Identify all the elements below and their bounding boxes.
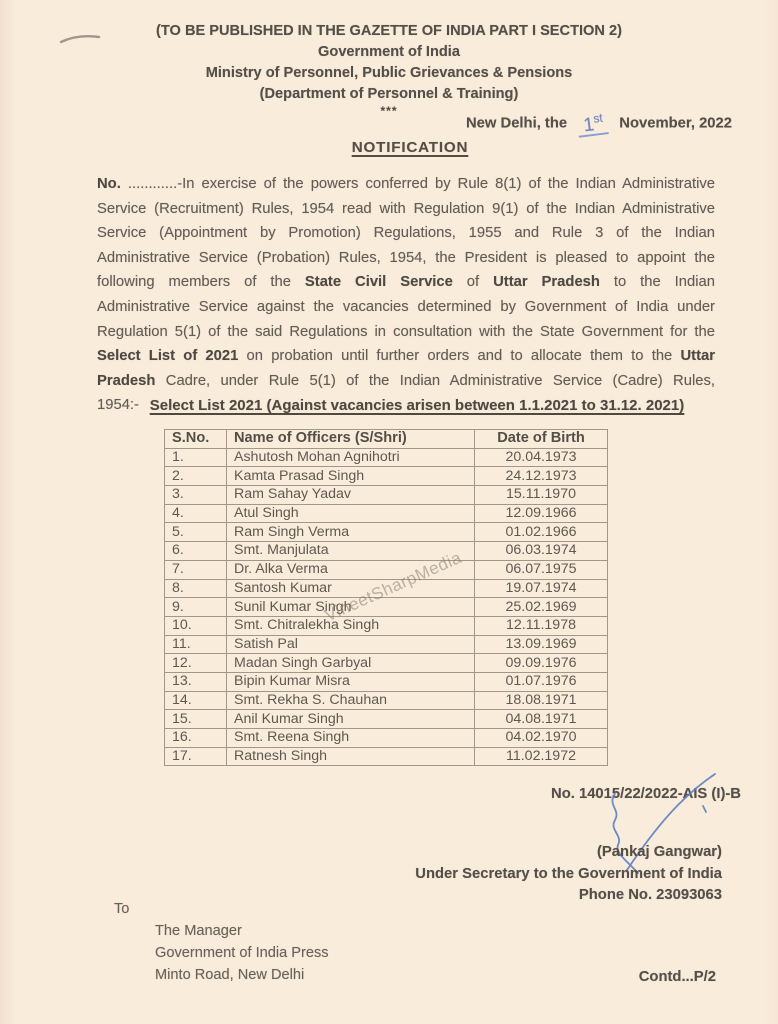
body-text-segment: No. xyxy=(97,176,121,192)
officer-cell: 13.09.1969 xyxy=(475,635,608,654)
date-prefix: New Delhi, the xyxy=(465,115,568,132)
officer-cell: Ram Sahay Yadav xyxy=(227,486,475,505)
officer-cell: 5. xyxy=(165,523,227,542)
officer-cell: 06.03.1974 xyxy=(475,542,608,561)
officer-cell: 18.08.1971 xyxy=(475,691,608,710)
officer-cell: 17. xyxy=(165,747,227,766)
col-header-name: Name of Officers (S/Shri) xyxy=(227,430,475,449)
officer-cell: 01.07.1976 xyxy=(475,672,608,691)
officer-cell: 6. xyxy=(165,542,227,561)
officer-cell: Smt. Manjulata xyxy=(227,542,475,561)
officer-row xyxy=(165,560,608,579)
officer-row xyxy=(165,504,608,523)
place-date-line xyxy=(465,108,732,137)
address-line: The Manager xyxy=(155,923,242,939)
body-text-segment: on probation until further orders and to allocate them to the xyxy=(238,348,681,365)
officer-row xyxy=(165,486,608,505)
officer-cell: 12.09.1966 xyxy=(475,504,608,523)
officer-cell: Madan Singh Garbyal xyxy=(227,654,475,673)
officer-row xyxy=(165,672,608,691)
officer-cell: 11. xyxy=(165,635,227,654)
to-label: To xyxy=(114,901,130,917)
signatory-phone: Phone No. 23093063 xyxy=(578,887,722,903)
body-text-segment: ............-In exercise of the powers conferred by Rule 8(1) of the Indian Administrative Service (Recruitment) Rules, 1954 read with Regulation 9(1) of the Indian Administrative Service (Appointment by Promotion) Regulations, 1955 and Rule 3 of the Indian Administrative Service (Probation) Rules, 1954, the President is pleased to appoint the following members of the xyxy=(97,176,715,291)
officers-table-body xyxy=(165,448,608,766)
officer-row xyxy=(165,710,608,729)
date-rest: November, 2022 xyxy=(619,115,732,132)
officer-cell: 4. xyxy=(165,504,227,523)
separator-stars: *** xyxy=(380,104,398,118)
officer-row xyxy=(165,747,608,766)
body-text-segment: to the Indian Administrative Service against the vacancies determined by Government of India under Regulation 5(1) of the said Regulations in consultation with the State Government for the xyxy=(97,274,715,340)
officer-cell: Santosh Kumar xyxy=(227,579,475,598)
col-header-sno: S.No. xyxy=(165,430,227,449)
officer-cell: Atul Singh xyxy=(227,504,475,523)
officer-cell: Smt. Rekha S. Chauhan xyxy=(227,691,475,710)
body-text-segment: Select List of 2021 xyxy=(97,348,239,365)
officer-cell: 25.02.1969 xyxy=(475,598,608,617)
officer-cell: 01.02.1966 xyxy=(475,523,608,542)
officer-cell: 15. xyxy=(165,710,227,729)
officer-row xyxy=(165,691,608,710)
ministry-line: Ministry of Personnel, Public Grievances & Pensions xyxy=(205,65,573,81)
officer-cell: 1. xyxy=(165,448,227,467)
officer-cell: 06.07.1975 xyxy=(475,560,608,579)
officer-cell: 16. xyxy=(165,729,227,748)
officer-cell: Kamta Prasad Singh xyxy=(227,467,475,486)
officer-row xyxy=(165,542,608,561)
file-reference-number: No. 14015/22/2022-AIS (I)-B xyxy=(551,786,741,802)
officer-cell: Dr. Alka Verma xyxy=(227,560,475,579)
department-line: (Department of Personnel & Training) xyxy=(259,86,519,102)
officer-cell: Sunil Kumar Singh xyxy=(227,598,475,617)
officer-cell: 12. xyxy=(165,654,227,673)
officer-cell: 20.04.1973 xyxy=(475,448,608,467)
officers-table-header xyxy=(165,430,608,449)
officer-cell: 10. xyxy=(165,616,227,635)
officer-cell: Ram Singh Verma xyxy=(227,523,475,542)
officer-cell: Anil Kumar Singh xyxy=(227,710,475,729)
officer-row xyxy=(165,523,608,542)
address-line: Government of India Press xyxy=(155,945,329,961)
document-title: NOTIFICATION xyxy=(351,139,469,156)
officer-cell: 15.11.1970 xyxy=(475,486,608,505)
officer-cell: 19.07.1974 xyxy=(475,579,608,598)
officer-cell: 2. xyxy=(165,467,227,486)
officer-cell: 12.11.1978 xyxy=(475,616,608,635)
body-text-segment: Uttar Pradesh xyxy=(493,274,600,291)
body-text-segment: Uttar Pradesh xyxy=(97,348,715,389)
officer-row xyxy=(165,635,608,654)
col-header-dob: Date of Birth xyxy=(475,430,608,449)
body-text-segment: of xyxy=(452,274,494,291)
officer-cell: 09.09.1976 xyxy=(475,654,608,673)
officer-cell: 24.12.1973 xyxy=(475,467,608,486)
officer-cell: 14. xyxy=(165,691,227,710)
continued-marker: Contd...P/2 xyxy=(638,969,716,985)
addressee-block xyxy=(114,901,329,986)
officer-cell: Smt. Reena Singh xyxy=(227,729,475,748)
officer-cell: 13. xyxy=(165,672,227,691)
officer-row xyxy=(165,467,608,486)
officer-cell: 04.02.1970 xyxy=(475,729,608,748)
officer-cell: 04.08.1971 xyxy=(475,710,608,729)
gazette-publish-line: (TO BE PUBLISHED IN THE GAZETTE OF INDIA PART I SECTION 2) xyxy=(156,23,622,39)
signatory-block xyxy=(415,842,722,907)
officer-row xyxy=(165,448,608,467)
officer-row xyxy=(165,729,608,748)
letterhead xyxy=(0,21,778,117)
officer-cell: 11.02.1972 xyxy=(475,747,608,766)
officer-cell: Bipin Kumar Misra xyxy=(227,672,475,691)
officer-row xyxy=(165,616,608,635)
addressee-lines xyxy=(155,920,329,986)
officer-cell: 9. xyxy=(165,598,227,617)
select-list-heading: Select List 2021 (Against vacancies arisen between 1.1.2021 to 31.12. 2021) xyxy=(149,397,685,414)
body-text-segment: State Civil Service xyxy=(304,274,453,291)
body-text-segment: Cadre, under Rule 5(1) of the Indian Administrative Service (Cadre) Rules, 1954:- xyxy=(97,372,715,414)
address-line: Minto Road, New Delhi xyxy=(155,967,305,983)
header-row xyxy=(165,430,608,449)
government-line: Government of India xyxy=(318,44,460,60)
notification-body-paragraph xyxy=(97,172,715,418)
handwritten-day: 1st xyxy=(576,109,609,138)
officer-row xyxy=(165,654,608,673)
officer-cell: Ratnesh Singh xyxy=(227,747,475,766)
officer-cell: Satish Pal xyxy=(227,635,475,654)
officer-cell: 7. xyxy=(165,560,227,579)
officer-cell: Smt. Chitralekha Singh xyxy=(227,616,475,635)
officer-cell: Ashutosh Mohan Agnihotri xyxy=(227,448,475,467)
officer-cell: 3. xyxy=(165,486,227,505)
watermark-text: VineetSharpMedia xyxy=(321,547,465,626)
officer-cell: 8. xyxy=(165,579,227,598)
signatory-designation: Under Secretary to the Government of India xyxy=(415,865,722,882)
signatory-name: (Pankaj Gangwar) xyxy=(597,844,722,860)
